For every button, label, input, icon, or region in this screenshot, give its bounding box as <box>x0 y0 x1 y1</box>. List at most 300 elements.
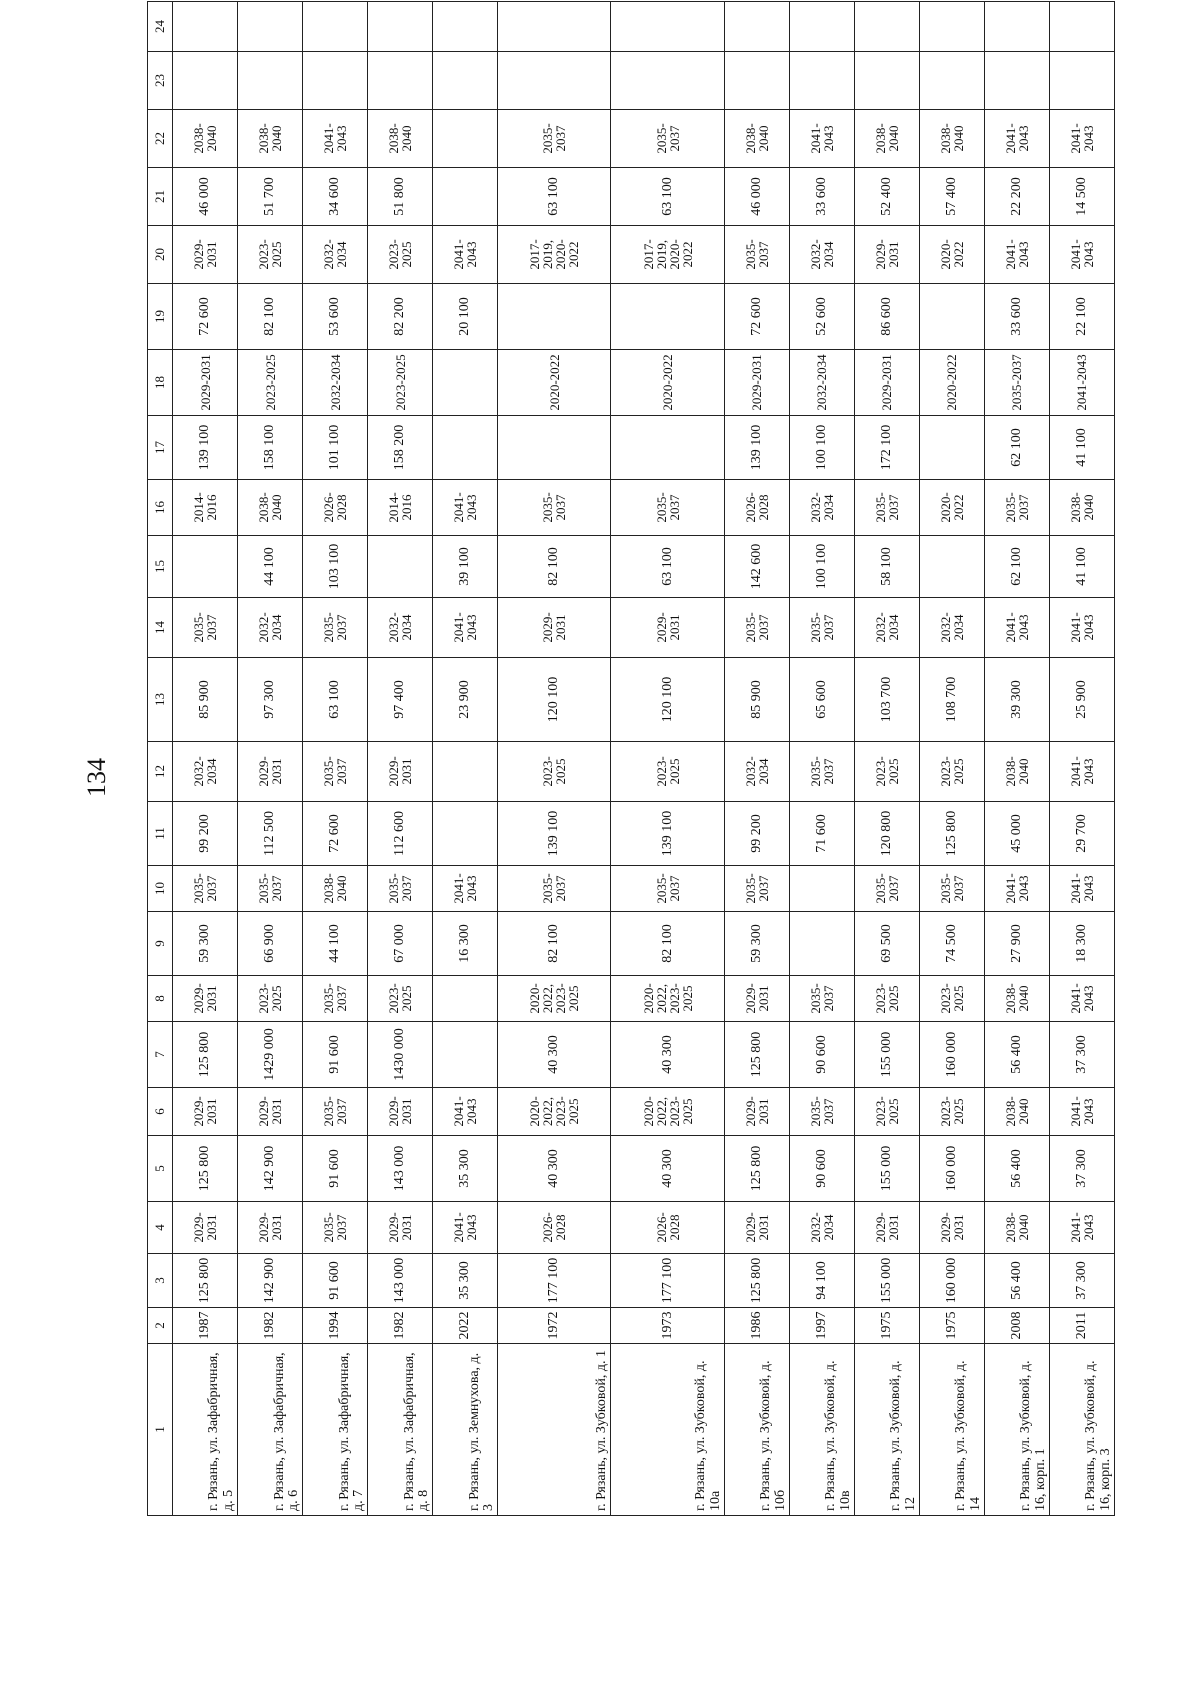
cell-c12: 2029-2031 <box>368 742 433 802</box>
cell-c5: 40 300 <box>611 1136 724 1202</box>
cell-c15: 103 100 <box>303 536 368 598</box>
cell-c22: 2041-2043 <box>984 110 1049 168</box>
cell-c21: 51 800 <box>368 168 433 226</box>
cell-c20: 2035-2037 <box>724 226 789 284</box>
cell-c16: 2035-2037 <box>984 480 1049 536</box>
col-header: 20 <box>148 226 173 284</box>
cell-c3: 142 900 <box>238 1254 303 1308</box>
table-row <box>611 2 724 1516</box>
cell-c9: 82 100 <box>611 912 724 976</box>
cell-c15: 62 100 <box>984 536 1049 598</box>
cell-c19 <box>611 284 724 350</box>
cell-c19: 52 600 <box>789 284 854 350</box>
cell-c22: 2038-2040 <box>238 110 303 168</box>
col-header: 23 <box>148 52 173 110</box>
cell-c14: 2032-2034 <box>238 598 303 658</box>
cell-c2: 2011 <box>1049 1308 1114 1344</box>
cell-c13: 97 300 <box>238 658 303 742</box>
cell-c7: 40 300 <box>611 1022 724 1088</box>
capital-repair-table <box>147 1 1115 1516</box>
cell-c14: 2041-2043 <box>984 598 1049 658</box>
cell-c6: 2029-2031 <box>173 1088 238 1136</box>
rotated-table-container <box>147 20 1115 1516</box>
cell-c22: 2038-2040 <box>173 110 238 168</box>
cell-c13: 97 400 <box>368 658 433 742</box>
cell-c7: 40 300 <box>498 1022 611 1088</box>
cell-c13: 103 700 <box>854 658 919 742</box>
cell-c21: 14 500 <box>1049 168 1114 226</box>
cell-c12 <box>433 742 498 802</box>
table-row <box>919 2 984 1516</box>
cell-c22: 2038-2040 <box>368 110 433 168</box>
cell-c11: 99 200 <box>173 802 238 866</box>
cell-c23 <box>789 52 854 110</box>
cell-c11: 45 000 <box>984 802 1049 866</box>
cell-c9: 16 300 <box>433 912 498 976</box>
address-cell: г. Рязань, ул. Зубковой, д. 14 <box>919 1344 984 1516</box>
cell-c8: 2020-2022, 2023-2025 <box>498 976 611 1022</box>
col-header: 3 <box>148 1254 173 1308</box>
cell-c15: 100 100 <box>789 536 854 598</box>
cell-c6: 2020-2022, 2023-2025 <box>498 1088 611 1136</box>
col-header: 21 <box>148 168 173 226</box>
cell-c14: 2032-2034 <box>854 598 919 658</box>
cell-c16: 2026-2028 <box>724 480 789 536</box>
cell-c18: 2035-2037 <box>984 350 1049 416</box>
cell-c3: 125 800 <box>173 1254 238 1308</box>
cell-c10 <box>789 866 854 912</box>
cell-c20: 2023-2025 <box>238 226 303 284</box>
cell-c6: 2029-2031 <box>238 1088 303 1136</box>
cell-c17: 101 100 <box>303 416 368 480</box>
cell-c15: 41 100 <box>1049 536 1114 598</box>
cell-c9: 44 100 <box>303 912 368 976</box>
cell-c10: 2041-2043 <box>1049 866 1114 912</box>
cell-c18: 2032-2034 <box>303 350 368 416</box>
cell-c17: 62 100 <box>984 416 1049 480</box>
cell-c12: 2035-2037 <box>303 742 368 802</box>
cell-c8: 2023-2025 <box>919 976 984 1022</box>
cell-c11: 112 600 <box>368 802 433 866</box>
cell-c13: 39 300 <box>984 658 1049 742</box>
col-header: 12 <box>148 742 173 802</box>
col-header: 11 <box>148 802 173 866</box>
cell-c21: 46 000 <box>724 168 789 226</box>
cell-c9: 82 100 <box>498 912 611 976</box>
cell-c6: 2038-2040 <box>984 1088 1049 1136</box>
col-header: 4 <box>148 1202 173 1254</box>
cell-c9: 59 300 <box>724 912 789 976</box>
table-row <box>498 2 611 1516</box>
cell-c11: 112 500 <box>238 802 303 866</box>
cell-c19: 53 600 <box>303 284 368 350</box>
cell-c8: 2023-2025 <box>368 976 433 1022</box>
cell-c24 <box>173 2 238 52</box>
cell-c3: 155 000 <box>854 1254 919 1308</box>
address-cell: г. Рязань, ул. Земнухова, д. 3 <box>433 1344 498 1516</box>
cell-c20: 2029-2031 <box>173 226 238 284</box>
cell-c14: 2035-2037 <box>789 598 854 658</box>
address-cell: г. Рязань, ул. Зафабричная, д. 7 <box>303 1344 368 1516</box>
col-header: 1 <box>148 1344 173 1516</box>
cell-c5: 56 400 <box>984 1136 1049 1202</box>
cell-c12: 2029-2031 <box>238 742 303 802</box>
cell-c7: 1429 000 <box>238 1022 303 1088</box>
cell-c14: 2035-2037 <box>724 598 789 658</box>
cell-c17 <box>611 416 724 480</box>
cell-c20: 2041-2043 <box>433 226 498 284</box>
cell-c16: 2035-2037 <box>854 480 919 536</box>
cell-c6: 2041-2043 <box>433 1088 498 1136</box>
cell-c15 <box>368 536 433 598</box>
cell-c3: 56 400 <box>984 1254 1049 1308</box>
cell-c5: 160 000 <box>919 1136 984 1202</box>
table-row <box>173 2 238 1516</box>
cell-c23 <box>238 52 303 110</box>
table-row <box>433 2 498 1516</box>
cell-c12: 2023-2025 <box>919 742 984 802</box>
cell-c2: 2022 <box>433 1308 498 1344</box>
cell-c21: 46 000 <box>173 168 238 226</box>
cell-c16: 2038-2040 <box>1049 480 1114 536</box>
address-cell: г. Рязань, ул. Зубковой, д. 12 <box>854 1344 919 1516</box>
cell-c22: 2035-2037 <box>611 110 724 168</box>
cell-c17 <box>919 416 984 480</box>
cell-c8: 2023-2025 <box>238 976 303 1022</box>
cell-c18 <box>433 350 498 416</box>
cell-c17: 41 100 <box>1049 416 1114 480</box>
cell-c8: 2029-2031 <box>724 976 789 1022</box>
cell-c14: 2032-2034 <box>368 598 433 658</box>
cell-c8: 2041-2043 <box>1049 976 1114 1022</box>
cell-c22: 2038-2040 <box>724 110 789 168</box>
cell-c22: 2041-2043 <box>1049 110 1114 168</box>
cell-c2: 1982 <box>238 1308 303 1344</box>
cell-c14: 2041-2043 <box>433 598 498 658</box>
col-header: 22 <box>148 110 173 168</box>
cell-c18: 2029-2031 <box>173 350 238 416</box>
cell-c21: 33 600 <box>789 168 854 226</box>
cell-c21: 52 400 <box>854 168 919 226</box>
col-header: 5 <box>148 1136 173 1202</box>
cell-c13: 25 900 <box>1049 658 1114 742</box>
cell-c11 <box>433 802 498 866</box>
col-header: 18 <box>148 350 173 416</box>
cell-c2: 1997 <box>789 1308 854 1344</box>
cell-c18: 2020-2022 <box>919 350 984 416</box>
cell-c16: 2035-2037 <box>498 480 611 536</box>
cell-c16: 2014-2016 <box>368 480 433 536</box>
cell-c24 <box>724 2 789 52</box>
cell-c4: 2029-2031 <box>238 1202 303 1254</box>
cell-c24 <box>433 2 498 52</box>
cell-c19: 82 200 <box>368 284 433 350</box>
cell-c23 <box>303 52 368 110</box>
cell-c18: 2029-2031 <box>854 350 919 416</box>
cell-c2: 1973 <box>611 1308 724 1344</box>
cell-c7: 155 000 <box>854 1022 919 1088</box>
table-row <box>854 2 919 1516</box>
cell-c14: 2029-2031 <box>498 598 611 658</box>
cell-c13: 23 900 <box>433 658 498 742</box>
cell-c24 <box>498 2 611 52</box>
cell-c5: 142 900 <box>238 1136 303 1202</box>
cell-c10: 2035-2037 <box>368 866 433 912</box>
cell-c7: 160 000 <box>919 1022 984 1088</box>
cell-c3: 94 100 <box>789 1254 854 1308</box>
cell-c24 <box>919 2 984 52</box>
cell-c13: 108 700 <box>919 658 984 742</box>
cell-c20: 2032-2034 <box>789 226 854 284</box>
cell-c13: 120 100 <box>498 658 611 742</box>
cell-c17: 100 100 <box>789 416 854 480</box>
address-cell: г. Рязань, ул. Зубковой, д. 10в <box>789 1344 854 1516</box>
table-row <box>238 2 303 1516</box>
cell-c15: 63 100 <box>611 536 724 598</box>
cell-c15: 142 600 <box>724 536 789 598</box>
cell-c23 <box>854 52 919 110</box>
header-row <box>148 2 173 1516</box>
table-body <box>173 2 1115 1516</box>
cell-c5: 35 300 <box>433 1136 498 1202</box>
cell-c5: 125 800 <box>173 1136 238 1202</box>
cell-c4: 2029-2031 <box>724 1202 789 1254</box>
table-row <box>368 2 433 1516</box>
cell-c10: 2035-2037 <box>919 866 984 912</box>
cell-c22: 2041-2043 <box>789 110 854 168</box>
col-header: 6 <box>148 1088 173 1136</box>
cell-c13: 85 900 <box>724 658 789 742</box>
cell-c3: 143 000 <box>368 1254 433 1308</box>
cell-c24 <box>611 2 724 52</box>
cell-c18: 2020-2022 <box>611 350 724 416</box>
address-cell: г. Рязань, ул. Зафабричная, д. 6 <box>238 1344 303 1516</box>
cell-c9: 74 500 <box>919 912 984 976</box>
cell-c24 <box>303 2 368 52</box>
cell-c18: 2023-2025 <box>368 350 433 416</box>
cell-c2: 1982 <box>368 1308 433 1344</box>
cell-c4: 2029-2031 <box>368 1202 433 1254</box>
cell-c13: 85 900 <box>173 658 238 742</box>
cell-c12: 2032-2034 <box>173 742 238 802</box>
cell-c22: 2035-2037 <box>498 110 611 168</box>
cell-c20: 2041-2043 <box>984 226 1049 284</box>
cell-c16: 2014-2016 <box>173 480 238 536</box>
cell-c7: 125 800 <box>173 1022 238 1088</box>
col-header: 9 <box>148 912 173 976</box>
col-header: 15 <box>148 536 173 598</box>
cell-c15: 44 100 <box>238 536 303 598</box>
cell-c21: 63 100 <box>498 168 611 226</box>
cell-c20: 2041-2043 <box>1049 226 1114 284</box>
cell-c16: 2035-2037 <box>611 480 724 536</box>
cell-c5: 90 600 <box>789 1136 854 1202</box>
cell-c19 <box>919 284 984 350</box>
cell-c4: 2038-2040 <box>984 1202 1049 1254</box>
cell-c15 <box>173 536 238 598</box>
cell-c19: 72 600 <box>173 284 238 350</box>
cell-c19 <box>498 284 611 350</box>
col-header: 2 <box>148 1308 173 1344</box>
cell-c7: 125 800 <box>724 1022 789 1088</box>
cell-c9: 27 900 <box>984 912 1049 976</box>
cell-c18: 2032-2034 <box>789 350 854 416</box>
cell-c21: 63 100 <box>611 168 724 226</box>
col-header: 17 <box>148 416 173 480</box>
cell-c21: 57 400 <box>919 168 984 226</box>
cell-c24 <box>238 2 303 52</box>
cell-c24 <box>368 2 433 52</box>
cell-c3: 125 800 <box>724 1254 789 1308</box>
cell-c17: 158 200 <box>368 416 433 480</box>
cell-c22: 2041-2043 <box>303 110 368 168</box>
cell-c7: 91 600 <box>303 1022 368 1088</box>
cell-c16: 2038-2040 <box>238 480 303 536</box>
address-cell: г. Рязань, ул. Зубковой, д. 1 <box>498 1344 611 1516</box>
cell-c6: 2035-2037 <box>789 1088 854 1136</box>
cell-c19: 72 600 <box>724 284 789 350</box>
cell-c8: 2023-2025 <box>854 976 919 1022</box>
cell-c23 <box>433 52 498 110</box>
cell-c2: 1975 <box>854 1308 919 1344</box>
cell-c8 <box>433 976 498 1022</box>
cell-c4: 2035-2037 <box>303 1202 368 1254</box>
cell-c7 <box>433 1022 498 1088</box>
col-header: 16 <box>148 480 173 536</box>
cell-c22 <box>433 110 498 168</box>
cell-c17 <box>433 416 498 480</box>
col-header: 13 <box>148 658 173 742</box>
cell-c19: 20 100 <box>433 284 498 350</box>
cell-c9: 18 300 <box>1049 912 1114 976</box>
cell-c18: 2029-2031 <box>724 350 789 416</box>
cell-c4: 2032-2034 <box>789 1202 854 1254</box>
cell-c14: 2035-2037 <box>303 598 368 658</box>
cell-c12: 2038-2040 <box>984 742 1049 802</box>
cell-c16: 2041-2043 <box>433 480 498 536</box>
cell-c5: 125 800 <box>724 1136 789 1202</box>
cell-c24 <box>854 2 919 52</box>
cell-c12: 2041-2043 <box>1049 742 1114 802</box>
cell-c22: 2038-2040 <box>919 110 984 168</box>
cell-c2: 1986 <box>724 1308 789 1344</box>
cell-c6: 2023-2025 <box>854 1088 919 1136</box>
cell-c7: 56 400 <box>984 1022 1049 1088</box>
cell-c10: 2041-2043 <box>433 866 498 912</box>
cell-c20: 2032-2034 <box>303 226 368 284</box>
cell-c4: 2041-2043 <box>1049 1202 1114 1254</box>
cell-c12: 2023-2025 <box>498 742 611 802</box>
cell-c10: 2035-2037 <box>724 866 789 912</box>
cell-c4: 2026-2028 <box>611 1202 724 1254</box>
cell-c9: 67 000 <box>368 912 433 976</box>
table-row <box>303 2 368 1516</box>
cell-c20: 2029-2031 <box>854 226 919 284</box>
cell-c3: 160 000 <box>919 1254 984 1308</box>
cell-c22: 2038-2040 <box>854 110 919 168</box>
col-header: 14 <box>148 598 173 658</box>
col-header: 19 <box>148 284 173 350</box>
table-row <box>1049 2 1114 1516</box>
col-header: 8 <box>148 976 173 1022</box>
cell-c5: 37 300 <box>1049 1136 1114 1202</box>
cell-c4: 2029-2031 <box>919 1202 984 1254</box>
cell-c23 <box>919 52 984 110</box>
cell-c10: 2035-2037 <box>498 866 611 912</box>
cell-c11: 72 600 <box>303 802 368 866</box>
address-cell: г. Рязань, ул. Зафабричная, д. 5 <box>173 1344 238 1516</box>
cell-c12: 2023-2025 <box>854 742 919 802</box>
cell-c20: 2023-2025 <box>368 226 433 284</box>
cell-c16: 2020-2022 <box>919 480 984 536</box>
cell-c17: 139 100 <box>724 416 789 480</box>
cell-c23 <box>724 52 789 110</box>
cell-c11: 139 100 <box>498 802 611 866</box>
cell-c6: 2035-2037 <box>303 1088 368 1136</box>
cell-c4: 2026-2028 <box>498 1202 611 1254</box>
cell-c10: 2035-2037 <box>238 866 303 912</box>
cell-c19: 86 600 <box>854 284 919 350</box>
cell-c13: 65 600 <box>789 658 854 742</box>
col-header: 7 <box>148 1022 173 1088</box>
cell-c8: 2035-2037 <box>303 976 368 1022</box>
cell-c5: 91 600 <box>303 1136 368 1202</box>
page-number: 134 <box>82 758 111 797</box>
cell-c9: 66 900 <box>238 912 303 976</box>
cell-c20: 2020-2022 <box>919 226 984 284</box>
address-cell: г. Рязань, ул. Зубковой, д. 10а <box>611 1344 724 1516</box>
cell-c11: 99 200 <box>724 802 789 866</box>
cell-c23 <box>173 52 238 110</box>
cell-c10: 2035-2037 <box>173 866 238 912</box>
cell-c3: 37 300 <box>1049 1254 1114 1308</box>
cell-c23 <box>368 52 433 110</box>
cell-c15: 39 100 <box>433 536 498 598</box>
cell-c17 <box>498 416 611 480</box>
col-header: 10 <box>148 866 173 912</box>
cell-c23 <box>498 52 611 110</box>
cell-c23 <box>984 52 1049 110</box>
cell-c6: 2020-2022, 2023-2025 <box>611 1088 724 1136</box>
cell-c8: 2035-2037 <box>789 976 854 1022</box>
cell-c17: 158 100 <box>238 416 303 480</box>
cell-c3: 177 100 <box>498 1254 611 1308</box>
col-header: 24 <box>148 2 173 52</box>
cell-c24 <box>789 2 854 52</box>
cell-c11: 125 800 <box>919 802 984 866</box>
cell-c12: 2035-2037 <box>789 742 854 802</box>
cell-c2: 2008 <box>984 1308 1049 1344</box>
cell-c4: 2029-2031 <box>173 1202 238 1254</box>
cell-c21: 22 200 <box>984 168 1049 226</box>
address-cell: г. Рязань, ул. Зафабричная, д. 8 <box>368 1344 433 1516</box>
cell-c7: 90 600 <box>789 1022 854 1088</box>
cell-c13: 63 100 <box>303 658 368 742</box>
cell-c23 <box>1049 52 1114 110</box>
cell-c19: 82 100 <box>238 284 303 350</box>
cell-c19: 33 600 <box>984 284 1049 350</box>
cell-c24 <box>984 2 1049 52</box>
cell-c2: 1975 <box>919 1308 984 1344</box>
cell-c13: 120 100 <box>611 658 724 742</box>
cell-c2: 1994 <box>303 1308 368 1344</box>
cell-c14: 2041-2043 <box>1049 598 1114 658</box>
address-cell: г. Рязань, ул. Зубковой, д. 16, корп. 3 <box>1049 1344 1114 1516</box>
address-cell: г. Рязань, ул. Зубковой, д. 16, корп. 1 <box>984 1344 1049 1516</box>
cell-c16: 2032-2034 <box>789 480 854 536</box>
cell-c16: 2026-2028 <box>303 480 368 536</box>
cell-c21: 51 700 <box>238 168 303 226</box>
